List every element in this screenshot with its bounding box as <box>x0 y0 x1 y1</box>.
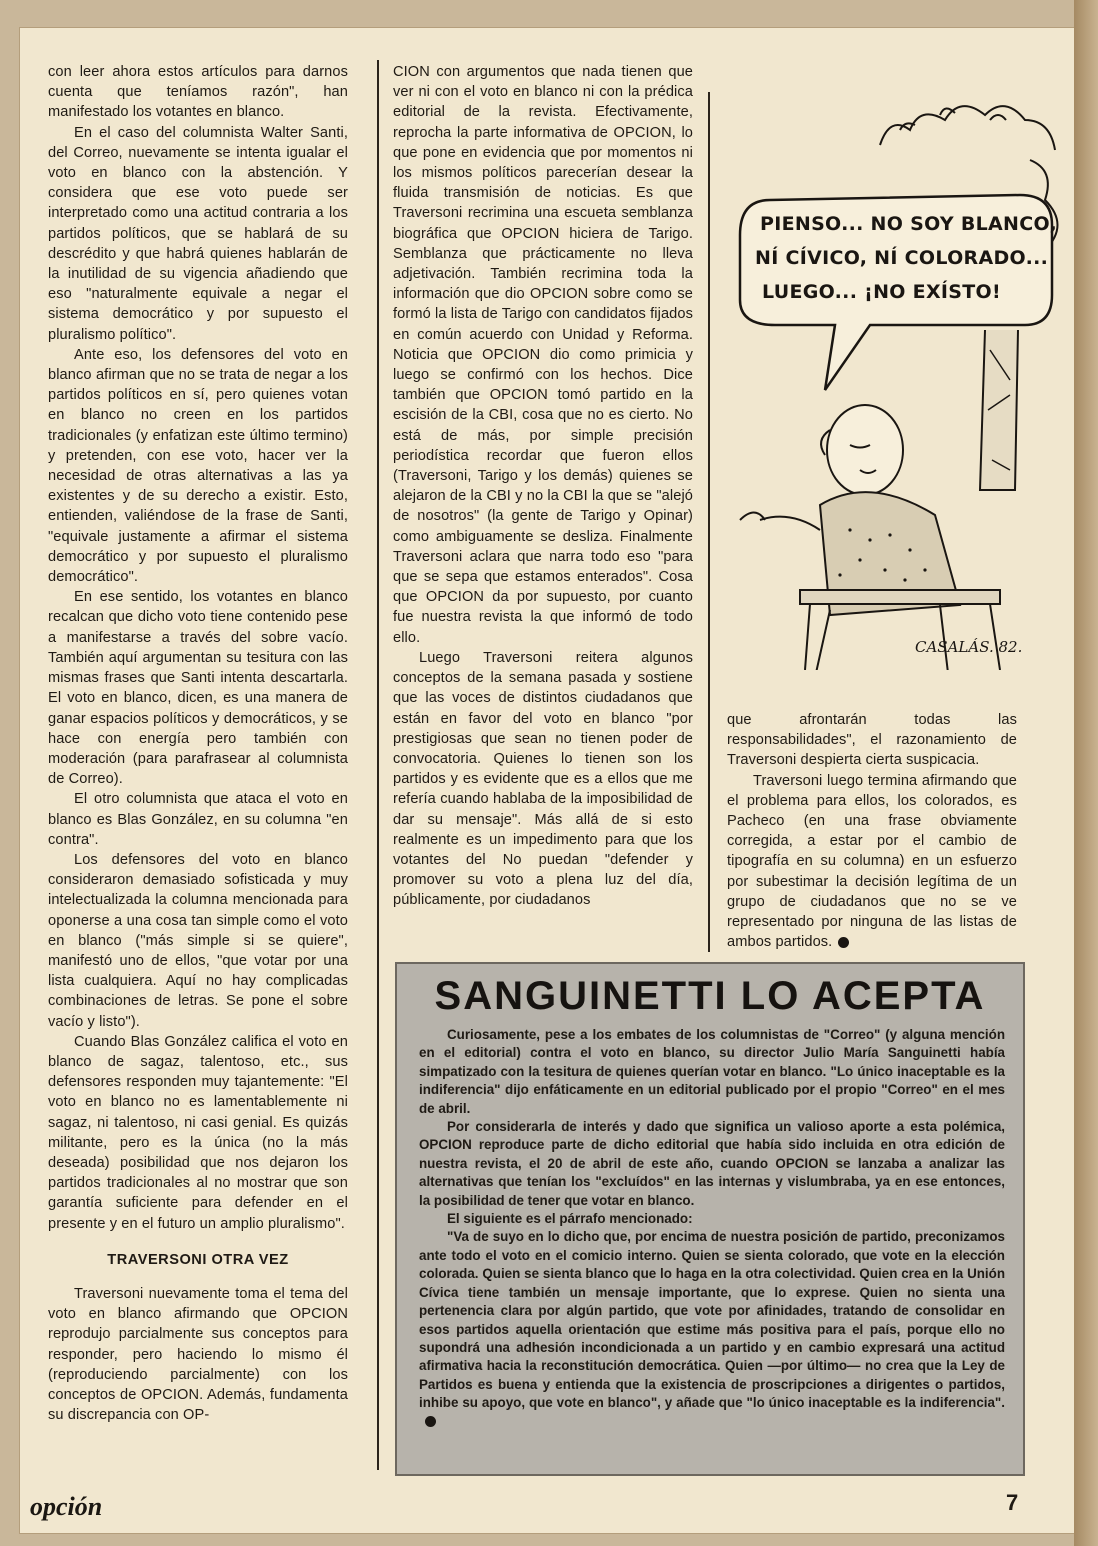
box-paragraph-4 <box>419 1228 1005 1430</box>
cartoon-line-1: PIENSO... NO SOY BLANCO, <box>760 213 1058 235</box>
col1-paragraph-5: El otro columnista que ataca el voto en blanco es Blas González, en su columna "en contra". <box>48 791 348 848</box>
col3-paragraph-1: que afrontarán todas las responsabilidades", el razonamiento de Traversoni despierta cierta suspicacia. <box>727 712 1017 769</box>
col1-paragraph-7: Cuando Blas González califica el voto en blanco de sagaz, talentoso, etc., sus defensores responden muy tajantemente: "El voto en blanco no es lamentablemente ni sagaz, ni talentoso, ni casi genial. Es quizás militante, pero es la única (no la más deseada) posibilidad que nos dejaron los partidos tradicionales al no mostrar que son garantía suficiente para defender en el presente y en el futuro un amplio pluralismo". <box>48 1033 348 1232</box>
cartoon-illustration <box>700 50 1070 670</box>
column-3 <box>727 710 1017 952</box>
cartoon-line-3: LUEGO... ¡NO EXÍSTO! <box>762 281 1001 303</box>
col2-paragraph-1: CION con argumentos que nada tienen que ver ni con el voto en blanco ni con la prédica editorial de la revista. Efectivamente, reprocha la parte informativa de OPCION, lo que pone en evidencia que por momentos ni los mismos políticos parecerían desear la fluida transmisión de noticias. Es que Traversoni recrimina una escueta semblanza biográfica que OPCION hiciera de Tarigo. Semblanza que prácticamente no lleva adjetivación. También recrimina toda la información que dio OPCION sobre como se formó la lista de Tarigo con candidatos fijados en común acuerdo con Unidad y Reforma. Noticia que OPCION dio como primicia y luego se confirmó con los hechos. Dice también que OPCION tomó partido en la escisión de la CBI, cosa que no es cierto. No está de más, por simple precisión periodística recordar que fueron ellos (Traversoni, Tarigo y los demás) quienes se alejaron de la CBI y no la CBI la que se "alejó de nosotros" (la gente de Tarigo y Opinar) como ambiguamente se desliza. Finalmente Traversoni aclara que narra todo eso "para que se sepa que estamos enterados". Cosa que OPCION da por supuesto, por cuanto fue nuestra revista la que informó de todo ello. <box>393 64 693 646</box>
column-2 <box>393 62 693 911</box>
cartoon-line-2: NÍ CÍVICO, NÍ COLORADO... <box>755 247 1049 269</box>
box-end-mark-icon <box>425 1416 436 1427</box>
end-mark-icon <box>838 937 849 948</box>
page-edge <box>1074 0 1098 1546</box>
cartoon-signature: CASALÁS. 82. <box>915 638 1023 656</box>
col1-paragraph-4: En ese sentido, los votantes en blanco recalcan que dicho voto tiene contenido pese a manifestarse a través del sobre vacío. También aquí argumentan su tesitura con las mismas frases que Santi intenta descartarla. El voto en blanco, dicen, es una manera de ganar espacios políticos y democráticos, y se hace con energía pero también con moderación (para parafrasear al columnista de Correo). <box>48 589 348 788</box>
column-rule-1 <box>377 60 379 1470</box>
col3-paragraph-2-text: Traversoni luego termina afirmando que el problema para ellos, los colorados, es Pacheco (en una frase obviamente corregida, a estar por el cambio de tipografía en su columna) en un esfuerzo por subestimar la decisión legítima de un grupo de ciudadanos que no se ve representado por ninguna de las listas de ambos partidos. <box>727 772 1017 951</box>
box-paragraph-4-text: "Va de suyo en lo dicho que, por encima de nuestra posición de partido, preconizamos ante todo el voto en el comicio interno. Quien se sienta colorado, que vote en la elección colorada. Quien se sienta blanco que lo haga en la otra colectividad. Quien crea en la Unión Cívica tiene también un mensaje importante, que lo exprese. Quien no sienta una pertenencia clara por algún partido, que vote por afinidades, tratando de consolidar en esos partidos aquella orientación que estime más positiva para el país, porque ello no supondrá una adhesión incondicionada a un partido y en cambio expresará una actitud afirmativa hacia la reconstitución democrática. Quien —por último— no crea que la Ley de Partidos es buena y entienda que la existencia de proscripciones a dirigentes o partidos, inhibe su apoyo, que vote en blanco", y añade que "lo único inaceptable es la indiferencia". <box>419 1229 1005 1411</box>
box-paragraph-1: Curiosamente, pese a los embates de los columnistas de "Correo" (y alguna mención en el editorial) contra el voto en blanco, su director Julio María Sanguinetti había simpatizado con la tesitura de quienes querían votar en blanco. "Lo único inaceptable es la indiferencia" dijo enfáticamente en un editorial publicado por el propio "Correo" en el mes de abril. <box>419 1027 1005 1116</box>
page-number: 7 <box>1006 1490 1019 1515</box>
col1-paragraph-6: Los defensores del voto en blanco consideraron demasiado sofisticada y muy intelectualizada la columna mencionada para oponerse a una cosa tan simple como el voto en blanco ("más simple si se quiere", manifestó uno de ellos, "que votar por una lista cualquiera. Aquí no hay complicadas combinaciones de letras. Se pone el sobre vacío y listo"). <box>48 851 348 1030</box>
col1-paragraph-8: Traversoni nuevamente toma el tema del voto en blanco afirmando que OPCION reprodujo parcialmente sus conceptos para responder, pero haciendo lo mismo él (reproduciendo parcialmente) con los conceptos de OPCION. Además, fundamenta su discrepancia con OP- <box>48 1285 348 1424</box>
section-subheading: TRAVERSONI OTRA VEZ <box>107 1251 289 1268</box>
col1-paragraph-3: Ante eso, los defensores del voto en blanco afirman que no se trata de negar a los partidos políticos en sí, pero quienes votan en blanco no creen en los partidos tradicionales (y enfatizan este último termino) y pretenden, con ese voto, hacer ver la necesidad de otras alternativas a las ya existentes y de su derecho a existir. Esto, entienden, valiéndose de la frase de Santi, "equivale justamente a afirmar el sistema democrático y por supuesto el pluralismo democrático". <box>48 346 348 586</box>
column-1 <box>48 62 348 1425</box>
box-paragraph-2: Por considerarla de interés y dado que significa un valioso aporte a esta polémica, OPCION reproduce parte de dicho editorial que había sido incluida en otra edición de nuestra revista, el 20 de abril de este año, cuando OPCION se lanzaba a analizar las alternativas que tenían los "excluídos" en las internas y vislumbraba, ya en ese entonces, la posibilidad de tener que votar en blanco. <box>419 1119 1005 1208</box>
col1-paragraph-2: En el caso del columnista Walter Santi, del Correo, nuevamente se intenta igualar el voto en blanco con la abstención. Y considera que ese voto puede ser interpretado como una actitud contraria a los partidos políticos, que se hablará de su descrédito y que habrá quienes hablarán de la inutilidad de su vigencia añadiendo que eso "naturalmente equivale a negar el sistema democrático y por supuesto el pluralismo político". <box>48 124 348 343</box>
box-paragraph-3: El siguiente es el párrafo mencionado: <box>447 1211 693 1227</box>
box-headline: SANGUINETTI LO ACEPTA <box>434 974 986 1018</box>
sidebar-box <box>395 962 1025 1476</box>
col1-paragraph-1: con leer ahora estos artículos para darnos cuenta que teníamos razón", han manifestado los votantes en blanco. <box>48 64 348 121</box>
magazine-logo: opción <box>30 1492 103 1521</box>
tree-trunk <box>980 330 1018 490</box>
thinking-man <box>740 405 1000 670</box>
col2-paragraph-2: Luego Traversoni reitera algunos conceptos de la semana pasada y sostiene que las voces de distintos ciudadanos que están en favor del voto en blanco "por prestigiosas que sean no tienen poder de convocatoria. Quienes lo tienen son los partidos y es evidente que es a ellos que me refería cuando hablaba de la imposibilidad de dar su mensaje". Más allá de si esto realmente es un impedimento para que los votantes del No puedan "defender y promover su voto a plena luz del día, públicamente, por ciudadanos <box>393 649 693 909</box>
col3-paragraph-2 <box>727 771 1017 953</box>
box-body <box>419 1026 1005 1431</box>
